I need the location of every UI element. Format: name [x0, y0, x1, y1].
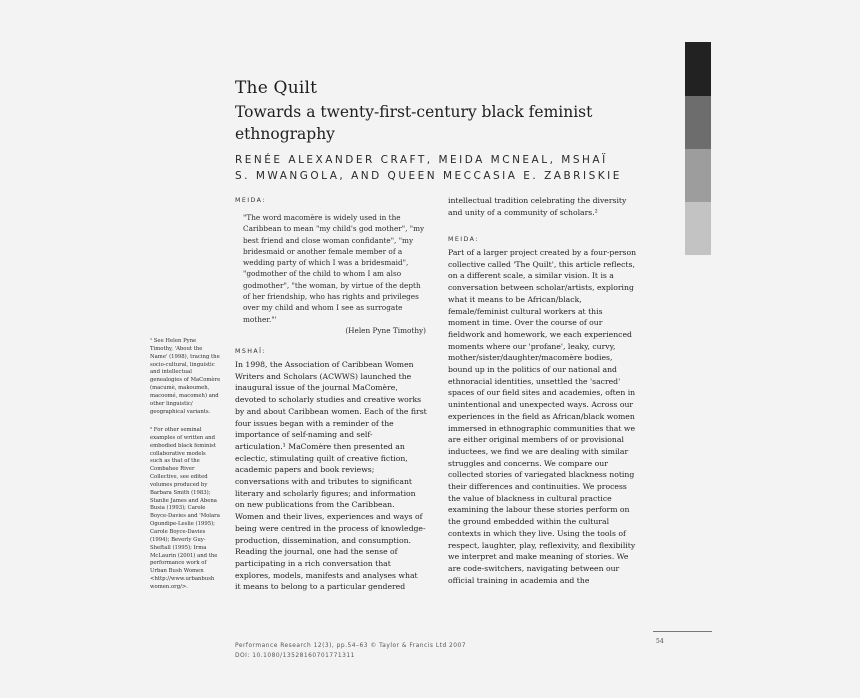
body-line: unintentional and unexpected ways. Across our: [448, 400, 634, 410]
body-line: participating in a rich conversation that: [235, 558, 391, 568]
footnote-line: Name' (1998), tracing the: [150, 353, 220, 360]
quote-line: best friend and close woman confidante", "my: [243, 235, 414, 245]
footnote-line: ² For other seminal: [150, 427, 202, 433]
footnote-line: Ogundipe-Leslie (1995);: [150, 521, 215, 528]
footnote-line: women.org/>.: [150, 583, 188, 590]
footnote-1: [150, 338, 220, 416]
body-line: respect, laughter, play, reflexivity, and flexibility: [448, 540, 636, 550]
body-line: struggles and concerns. We compare our: [448, 458, 608, 468]
body-line: mother/sister/daughter/macomère bodies,: [448, 353, 613, 363]
body-line: inductees, we find we are dealing with similar: [448, 446, 629, 456]
quote-line: godmother", "the woman, by virtue of the depth: [243, 280, 421, 290]
footnote-line: <http://www.urbanbush: [150, 576, 215, 583]
footnote-line: Timothy, 'About the: [150, 345, 203, 352]
quote-line: bridesmaid or another female member of a: [243, 246, 403, 256]
quote-attribution: (Helen Pyne Timothy): [345, 325, 426, 335]
body-line: we interpret and make meaning of stories. We: [448, 552, 629, 562]
body-line: production, dissemination, and consumption.: [235, 535, 411, 545]
body-line: by and about Caribbean women. Each of the first: [235, 406, 427, 416]
article-subtitle: [235, 101, 655, 145]
body-line: experiences in the field as African/black women: [448, 411, 635, 421]
body-line: Women and their lives, experiences and ways of: [235, 512, 423, 522]
footnote-line: macoomé, macomeh) and: [150, 392, 219, 399]
body-line: moment in time. Over the course of our: [448, 318, 603, 328]
footnote-line: McLaurin (2001) and the: [150, 552, 218, 559]
footnote-line: socio-cultural, linguistic: [150, 361, 215, 368]
footnote-line: Barbara Smith (1983);: [150, 489, 211, 496]
body-line: their differences and continuities. We process: [448, 482, 627, 492]
body-line: being were centred in the process of knowledge-: [235, 523, 426, 533]
footnote-line: Sheftall (1995); Irma: [150, 544, 207, 551]
body-line: examining the labour these stories perform on: [448, 505, 630, 515]
quote-line: over my child and whom I see as surrogate: [243, 303, 403, 313]
body-line: collected stories of variegated blackness noting: [448, 470, 635, 480]
body-line: are either original members of or provisional: [448, 435, 624, 445]
body-line: conversation between scholar/artists, exploring: [448, 283, 634, 293]
body-line: collective called 'The Quilt', this article reflects,: [448, 259, 635, 269]
body-line: importance of self-naming and self-: [235, 430, 373, 440]
section-tab-dark: [685, 42, 711, 96]
footnote-line: Urban Bush Women: [150, 568, 204, 575]
body-line: literary and scholarly figures; and information: [235, 488, 416, 498]
footnote-line: embodied black feminist: [150, 442, 216, 449]
quote-line: Caribbean to mean "my child's god mother", "my: [243, 224, 425, 234]
body-line: moments where our 'profane', leaky, curvy,: [448, 341, 616, 351]
body-line: contexts in which they live. Using the tools of: [448, 528, 626, 538]
body-line: devoted to scholarly studies and creative works: [235, 395, 422, 405]
citation-footer: [235, 642, 466, 661]
footnote-line: geographical variants.: [150, 408, 211, 415]
quote-line: "godmother of the child to whom I am also: [243, 269, 402, 279]
body-line: eclectic, stimulating quilt of creative fiction,: [235, 453, 408, 463]
article-title: The Quilt: [235, 78, 318, 98]
body-line: and unity of a community of scholars.²: [448, 207, 598, 217]
body-line: bound up in the politics of our national and: [448, 365, 617, 375]
section-tab-mid: [685, 96, 711, 149]
footnote-line: collaborative models: [150, 450, 206, 457]
footnote-line: Boyce-Davies and 'Molara: [150, 513, 220, 520]
page-number-rule: [653, 631, 712, 632]
body-line: spaces of our field sites and academies, often in: [448, 388, 636, 398]
footnote-line: (macumè, makoumeh,: [150, 385, 210, 392]
body-line: Writers and Scholars (ACWWS) launched the: [235, 371, 412, 381]
footnote-line: other linguistic/: [150, 400, 193, 407]
section-tab-lightest: [685, 202, 711, 255]
column2-body-text: [448, 247, 636, 586]
footnote-line: examples of written and: [150, 434, 215, 441]
epigraph-quote: [243, 212, 426, 336]
footnote-2: [150, 427, 220, 592]
body-line: the value of blackness in cultural practice: [448, 493, 612, 503]
author-list: [235, 153, 622, 184]
body-line: conversations with and tributes to significant: [235, 477, 412, 487]
doi-line: DOI: 10.1080/13528160701771311: [235, 652, 355, 659]
body-line: the ground embedded within the cultural: [448, 517, 610, 527]
footnote-line: Carole Boyce-Davies: [150, 528, 206, 535]
body-line: Reading the journal, one had the sense of: [235, 547, 398, 557]
body-line: fieldwork and homework, we each experienced: [448, 329, 632, 339]
author-line: RENÉE ALEXANDER CRAFT, MEIDA MCNEAL, MSHAÏ: [235, 154, 608, 166]
body-line: it means to belong to a particular gendered: [235, 582, 406, 592]
footnote-line: volumes produced by: [150, 481, 208, 488]
body-line: official training in academia and the: [448, 575, 590, 585]
subtitle-line: ethnography: [235, 125, 335, 143]
quote-line: "The word macomère is widely used in the: [243, 213, 401, 222]
body-line: articulation.¹ MaComère then presented an: [235, 441, 405, 451]
body-line: on new publications from the Caribbean.: [235, 500, 395, 510]
footnote-line: Collective, see edited: [150, 474, 208, 481]
footnote-line: Busia (1993); Carole: [150, 505, 206, 512]
body-line: female/feminist cultural workers at this: [448, 306, 603, 316]
column2-continued-text: [448, 195, 626, 218]
footnote-line: (1994); Beverly Guy-: [150, 536, 206, 543]
quote-line: wedding party of which I was a bridesmaid",: [243, 258, 409, 268]
body-line: intellectual tradition celebrating the diversity: [448, 196, 627, 205]
body-line: four issues began with a reminder of the: [235, 418, 394, 428]
footnote-line: Combahee River: [150, 466, 195, 473]
body-line: on a different scale, a similar vision. It is a: [448, 271, 614, 281]
page-number: 54: [656, 638, 664, 645]
body-line: explores, models, manifests and analyses what: [235, 570, 418, 580]
section-tab-light: [685, 149, 711, 202]
footnote-line: such as that of the: [150, 458, 200, 465]
footnote-line: and intellectual: [150, 369, 192, 376]
body-line: what it means to be African/black,: [448, 294, 582, 304]
column1-body-text: [235, 359, 427, 593]
body-line: are code-switchers, navigating between our: [448, 563, 620, 573]
body-line: ethnoracial identities, unsettled the 'sacred': [448, 376, 621, 386]
body-line: In 1998, the Association of Caribbean Women: [235, 360, 414, 369]
quote-line: mother."': [243, 314, 277, 324]
speaker-heading-mshai: MSHAÏ:: [235, 348, 266, 355]
speaker-heading-meida: MEIDA:: [235, 197, 266, 204]
speaker-heading-meida-2: MEIDA:: [448, 236, 479, 243]
footnote-line: ¹ See Helen Pyne: [150, 338, 197, 344]
body-line: academic papers and book reviews;: [235, 465, 375, 475]
quote-line: of her friendship, who has rights and privileges: [243, 292, 419, 302]
body-line: immersed in ethnographic communities that we: [448, 423, 636, 433]
citation-line: Performance Research 12(3), pp.54–63 © Taylor & Francis Ltd 2007: [235, 643, 467, 649]
footnote-line: genealogies of MaComère: [150, 377, 221, 384]
author-line: S. MWANGOLA, AND QUEEN MECCASIA E. ZABRISKIE: [235, 169, 622, 182]
body-line: inaugural issue of the journal MaComère,: [235, 383, 398, 393]
footnote-line: Stanlie James and Abena: [150, 497, 217, 504]
subtitle-line: Towards a twenty-first-century black feminist: [235, 103, 593, 121]
footnote-line: performance work of: [150, 560, 207, 567]
body-line: Part of a larger project created by a four-person: [448, 248, 637, 257]
